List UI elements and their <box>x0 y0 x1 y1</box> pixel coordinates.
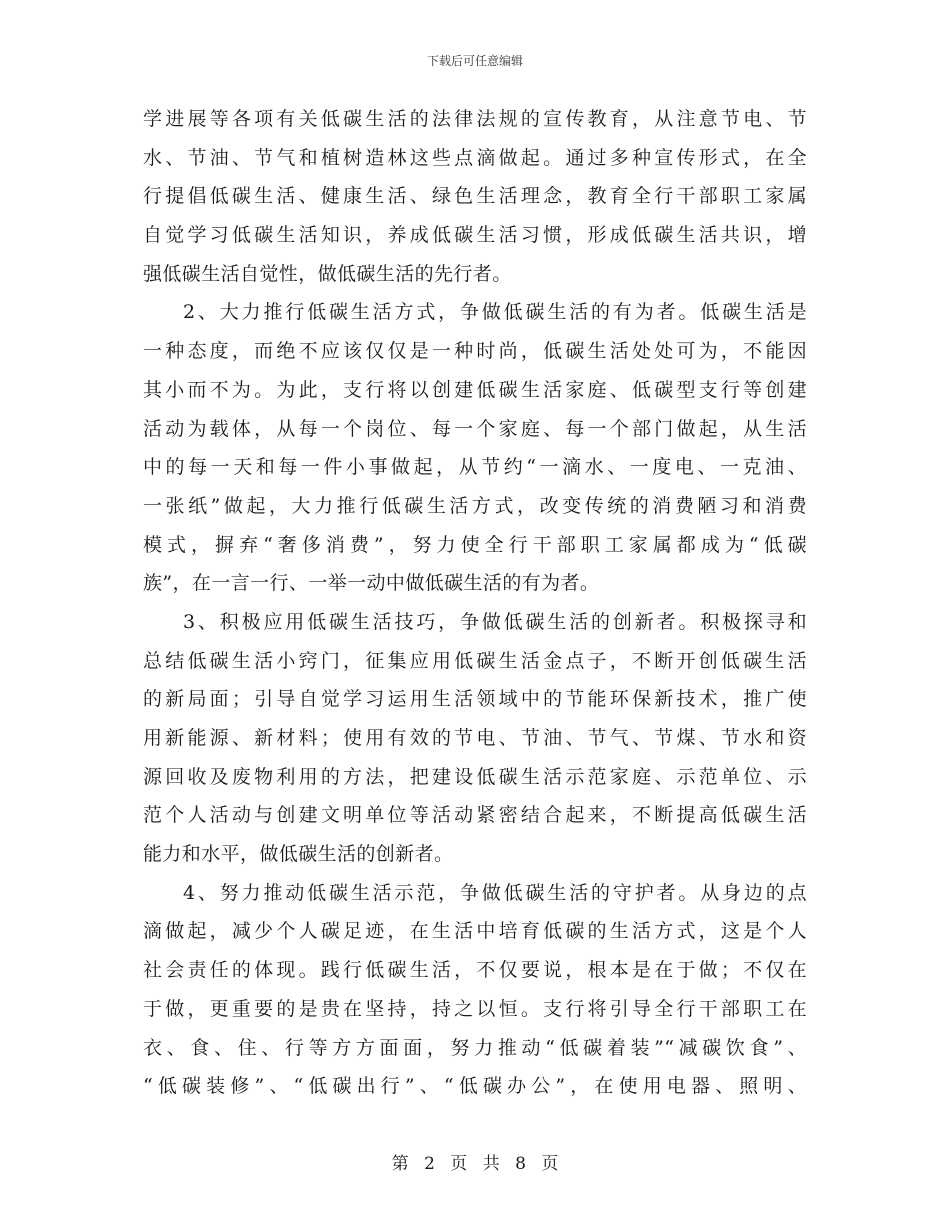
text-line: 中的每一天和每一件小事做起，从节约“一滴水、一度电、一克油、 <box>143 456 807 479</box>
text-line: 一张纸”做起，大力推行低碳生活方式，改变传统的消费陋习和消费 <box>143 494 807 517</box>
text-line: 总结低碳生活小窍门，征集应用低碳生活金点子，不断开创低碳生活 <box>143 649 807 672</box>
text-line: 自觉学习低碳生活知识，养成低碳生活习惯，形成低碳生活共识，增 <box>143 224 807 247</box>
text-line: 源回收及废物利用的方法，把建设低碳生活示范家庭、示范单位、示 <box>143 765 807 788</box>
text-line: 滴做起，减少个人碳足迹，在生活中培育低碳的生活方式，这是个人 <box>143 920 807 943</box>
text-line: 族”，在一言一行、一举一动中做低碳生活的有为者。 <box>143 572 600 595</box>
text-line: “低碳装修”、“低碳出行”、“低碳办公”，在使用电器、照明、 <box>143 1075 807 1098</box>
page-footer <box>0 1153 950 1175</box>
text-line: 学进展等各项有关低碳生活的法律法规的宣传教育，从注意节电、节 <box>143 108 807 130</box>
text-line: 其小而不为。为此，支行将以创建低碳生活家庭、低碳型支行等创建 <box>143 378 807 401</box>
paragraph-first-line: 2、大力推行低碳生活方式，争做低碳生活的有为者。低碳生活是 <box>183 301 807 324</box>
page-number-unit: 页 <box>450 1154 468 1174</box>
text-line: 强低碳生活自觉性，做低碳生活的先行者。 <box>143 262 512 285</box>
text-line: 于做，更重要的是贵在坚持，持之以恒。支行将引导全行干部职工在 <box>143 997 807 1020</box>
text-line: 范个人活动与创建文明单位等活动紧密结合起来，不断提高低碳生活 <box>143 804 807 827</box>
text-line: 社会责任的体现。践行低碳生活，不仅要说，根本是在于做；不仅在 <box>143 959 807 982</box>
page-header <box>0 53 950 69</box>
text-line: 的新局面；引导自觉学习运用生活领域中的节能环保新技术，推广使 <box>143 688 807 711</box>
paragraph-first-line: 3、积极应用低碳生活技巧，争做低碳生活的创新者。积极探寻和 <box>183 610 807 633</box>
text-line: 衣、食、住、行等方方面面，努力推动“低碳着装”“减碳饮食”、 <box>143 1036 807 1059</box>
text-line: 一种态度，而绝不应该仅仅是一种时尚，低碳生活处处可为，不能因 <box>143 340 807 363</box>
text-line: 行提倡低碳生活、健康生活、绿色生活理念，教育全行干部职工家属 <box>143 185 807 208</box>
text-line: 水、节油、节气和植树造林这些点滴做起。通过多种宣传形式，在全 <box>143 146 807 169</box>
paragraph-first-line: 4、努力推动低碳生活示范，争做低碳生活的守护者。从身边的点 <box>183 881 807 904</box>
page-number-prefix: 第 <box>391 1154 409 1174</box>
text-line: 活动为载体，从每一个岗位、每一个家庭、每一个部门做起，从生活 <box>143 417 807 440</box>
text-line: 能力和水平，做低碳生活的创新者。 <box>143 843 454 866</box>
text-line: 用新能源、新材料；使用有效的节电、节油、节气、节煤、节水和资 <box>143 727 807 749</box>
page-number-suffix: 页 <box>541 1154 559 1174</box>
header-note: 下载后可任意编辑 <box>426 54 523 68</box>
document-body <box>143 100 807 1106</box>
current-page-number: 2 <box>424 1154 435 1174</box>
total-page-number: 8 <box>515 1154 526 1174</box>
page-number-total-label: 共 <box>482 1154 500 1174</box>
text-line: 模式，摒弃“奢侈消费”，努力使全行干部职工家属都成为“低碳 <box>143 533 807 556</box>
